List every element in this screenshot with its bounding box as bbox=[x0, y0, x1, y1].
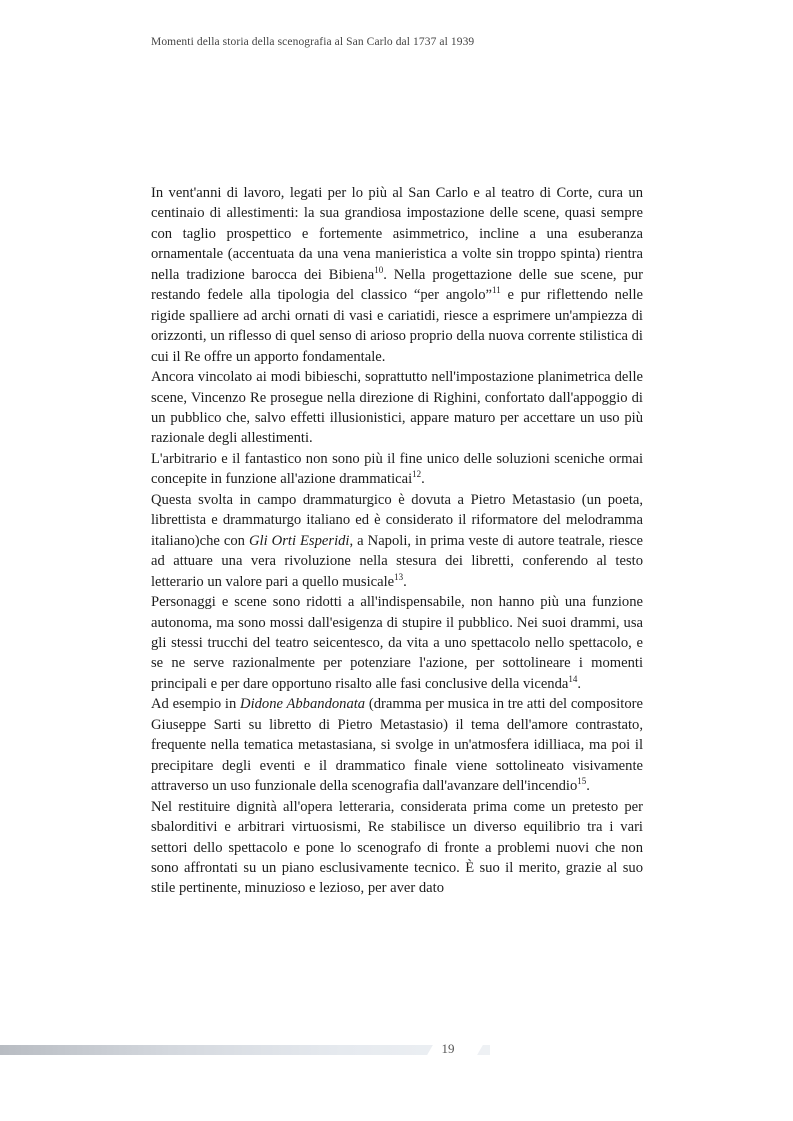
footer-decorative-bar bbox=[0, 1045, 490, 1055]
work-title: Didone Abbandonata bbox=[240, 696, 366, 713]
footnote-ref-14[interactable]: 14 bbox=[568, 673, 578, 684]
footnote-ref-10[interactable]: 10 bbox=[374, 264, 384, 275]
paragraph-5: Personaggi e scene sono ridotti a all'indispensabile, non hanno più una funzione autonoma, ma sono mossi dall'esigenza di stupire il pubblico. Nei suoi drammi, usa gli stessi trucchi del teatro seicentesco, da vita a uno spettacolo nello spettacolo, e se ne serve razionalmente per potenziare l'azione, per sottolineare i momenti principali e per dare opportuno risalto alle fasi conclusive della vicenda$^{14}$. bbox=[151, 594, 643, 692]
paragraph-3: L'arbitrario e il fantastico non sono più il fine unico delle soluzioni sceniche ormai concepite in funzione all'azione drammaticai$^{12}$. bbox=[151, 450, 643, 488]
footnote-ref-15[interactable]: 15 bbox=[577, 776, 587, 787]
paragraph-4: Questa svolta in campo drammaturgico è dovuta a Pietro Metastasio (un poeta, librettista e drammaturgo italiano ed è considerato il riformatore del melodramma italiano)che con Gli Orti Esperidi, a Napoli, in prima veste di autore teatrale, riesce ad attuare una vera rivoluzione nella stesura dei libretti, conferendo al testo letterario un valore pari a quello musicale$^{13}$. bbox=[151, 491, 643, 590]
footnote-ref-13[interactable]: 13 bbox=[394, 571, 404, 582]
footnote-ref-12[interactable]: 12 bbox=[412, 469, 422, 480]
paragraph-6: Ad esempio in Didone Abbandonata (dramma per musica in tre atti del compositore Giuseppe Sarti su libretto di Pietro Metastasio) il tema dell'amore contrastato, frequente nella tematica metastasiana, si svolge in un'atmosfera idilliaca, ma poi il precipitare degli eventi e il drammatico finale viene sottolineato visivamente attraverso un uso funzionale della scenografia dall'avanzare dell'incendio$^{15}$. bbox=[151, 696, 643, 795]
page-number: 19 bbox=[437, 1041, 459, 1057]
paragraph-2: Ancora vincolato ai modi bibieschi, soprattutto nell'impostazione planimetrica delle scene, Vincenzo Re prosegue nella direzione di Righini, confortato dall'appoggio di un pubblico che, salvo effetti illusionistici, appare maturo per accettare un uso più razionale degli allestimenti. bbox=[151, 369, 643, 447]
paragraph-7: Nel restituire dignità all'opera letteraria, considerata prima come un pretesto per sbalorditivi e arbitrari virtuosismi, Re stabilisce un diverso equilibrio tra i vari settori dello spettacolo e pone lo scenografo di fronte a problemi nuovi che non sono affrontati su un piano esclusivamente tecnico. È suo il merito, grazie al suo stile pertinente, minuzioso e lezioso, per aver dato bbox=[151, 798, 643, 897]
footnote-ref-11[interactable]: 11 bbox=[492, 285, 501, 296]
paragraph-1: In vent'anni di lavoro, legati per lo più al San Carlo e al teatro di Corte, cura un centinaio di allestimenti: la sua grandiosa impostazione delle scene, quasi sempre con taglio prospettico e fortemente asimmetrico, incline a una esuberanza ornamentale (accentuata da una vena manieristica a volte sin troppo spinta) rientra nella tradizione barocca dei Bibiena$^{10}$. Nella progettazione delle sue scene, pur restando fedele alla tipologia del classico “per angolo”$^{11}$ e pur riflettendo nelle rigide spalliere ad archi ornati di vasi e cariatidi, riesce a esprimere un'ampiezza di orizzonti, un riflesso di quel senso di arioso proprio della nuova corrente stilistica di cui il Re offre un apporto fondamentale. bbox=[151, 185, 644, 365]
work-title: Gli Orti Esperidi bbox=[249, 532, 350, 549]
main-text bbox=[151, 183, 643, 899]
running-header: Momenti della storia della scenografia al San Carlo dal 1737 al 1939 bbox=[151, 36, 475, 48]
